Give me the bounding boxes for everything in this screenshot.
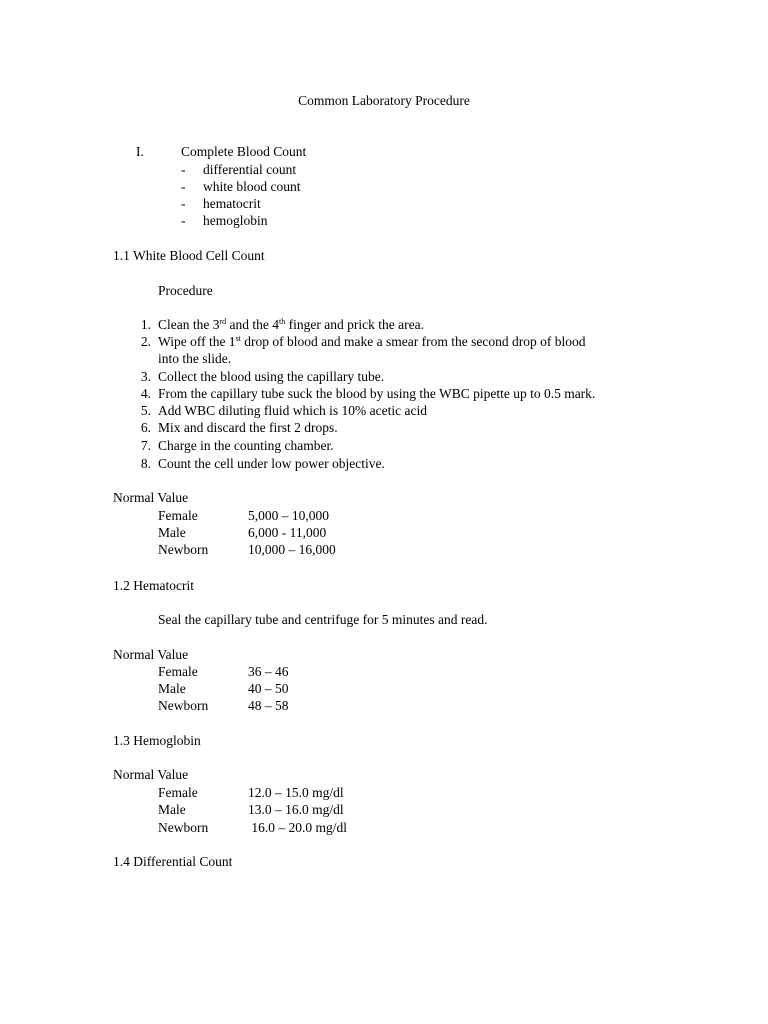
hemoglobin-heading: 1.3 Hemoglobin [113,733,201,748]
group-label: Newborn [158,542,209,557]
bullet-dash: - [181,196,186,211]
normal-value-label: Normal Value [113,767,189,782]
normal-value-label: Normal Value [113,490,189,505]
range-value: 12.0 – 15.0 mg/dl [248,785,344,800]
list-item: hemoglobin [203,213,268,228]
step-text: drop of blood and make a smear from the second drop of blood [240,334,586,349]
procedure-step: Charge in the counting chamber. [158,438,334,453]
differential-heading: 1.4 Differential Count [113,854,233,869]
page-title: Common Laboratory Procedure [298,93,470,108]
range-value: 16.0 – 20.0 mg/dl [248,820,348,835]
ordinal-suffix: th [279,317,286,326]
group-label: Male [158,525,186,540]
procedure-step: Count the cell under low power objective. [158,456,385,471]
hematocrit-heading: 1.2 Hematocrit [113,578,194,593]
step-number: 3. [140,369,151,384]
step-text: Clean the 3 [158,317,220,332]
list-item: hematocrit [203,196,261,211]
procedure-step-continuation: into the slide. [158,351,232,366]
group-label: Female [158,508,198,523]
range-value: 5,000 – 10,000 [248,508,329,523]
range-value: 13.0 – 16.0 mg/dl [248,802,344,817]
wbc-heading: 1.1 White Blood Cell Count [113,248,265,263]
step-number: 8. [140,456,151,471]
group-label: Newborn [158,698,209,713]
step-text: finger and prick the area. [285,317,424,332]
group-label: Male [158,802,186,817]
bullet-dash: - [181,179,186,194]
hematocrit-instruction: Seal the capillary tube and centrifuge for 5 minutes and read. [158,612,488,627]
procedure-step: Collect the blood using the capillary tube. [158,369,385,384]
group-label: Female [158,785,198,800]
ordinal-suffix: st [235,334,241,343]
step-text: Wipe off the 1 [158,334,236,349]
range-value: 6,000 - 11,000 [248,525,327,540]
step-number: 1. [140,317,151,332]
step-number: 2. [140,334,151,349]
procedure-label: Procedure [158,283,213,298]
step-number: 4. [140,386,151,401]
step-number: 5. [140,403,151,418]
list-item: white blood count [203,179,301,194]
step-text: and the 4 [226,317,280,332]
group-label: Newborn [158,820,209,835]
ordinal-suffix: rd [219,317,227,326]
range-value: 10,000 – 16,000 [248,542,336,557]
group-label: Male [158,681,186,696]
bullet-dash: - [181,162,186,177]
procedure-step: Mix and discard the first 2 drops. [158,420,338,435]
range-value: 36 – 46 [248,664,289,679]
range-value: 48 – 58 [248,698,289,713]
procedure-step: From the capillary tube suck the blood by using the WBC pipette up to 0.5 mark. [158,386,596,401]
section-numeral: I. [136,144,144,159]
normal-value-label: Normal Value [113,647,189,662]
procedure-step: Add WBC diluting fluid which is 10% acetic acid [158,403,427,418]
bullet-dash: - [181,213,186,228]
step-number: 6. [140,420,151,435]
step-number: 7. [140,438,151,453]
list-item: differential count [203,162,297,177]
section-title: Complete Blood Count [181,144,307,159]
group-label: Female [158,664,198,679]
procedure-step [158,333,585,350]
range-value: 40 – 50 [248,681,289,696]
procedure-step [158,316,424,333]
